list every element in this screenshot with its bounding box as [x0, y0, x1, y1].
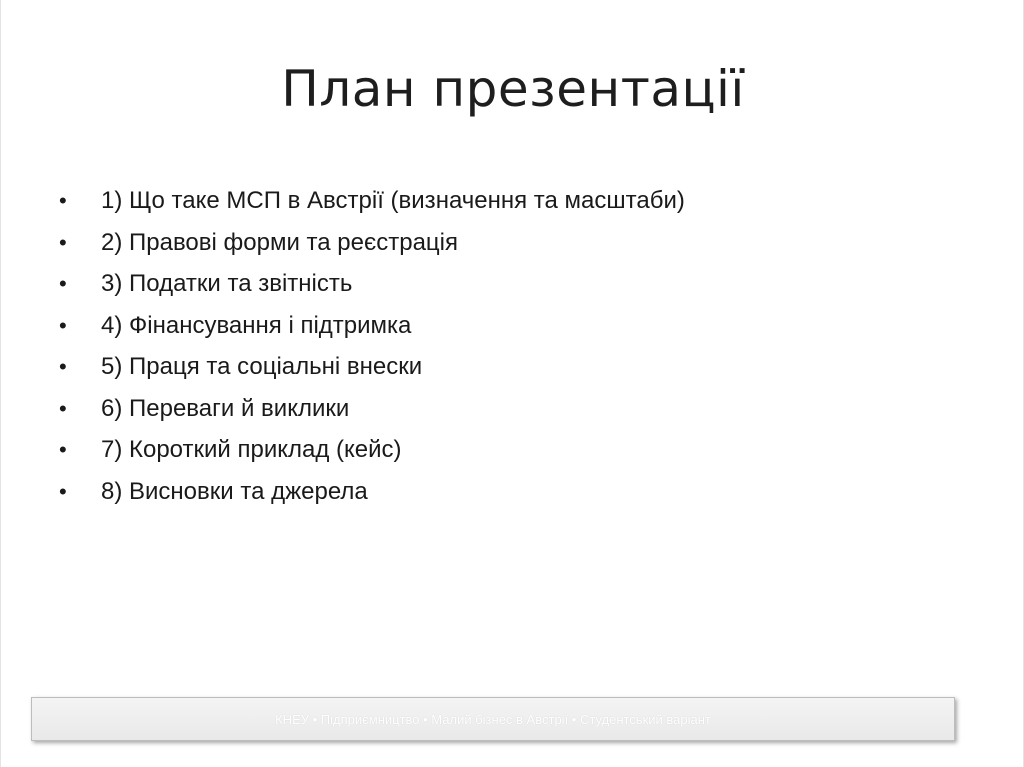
footer-text: КНЕУ • Підприємництво • Малий бізнес в Австрії • Студентський варіант	[275, 712, 711, 727]
list-item	[59, 265, 685, 307]
list-item-text: 2) Правові форми та реєстрація	[101, 228, 458, 256]
list-item-text: 8) Висновки та джерела	[101, 477, 368, 505]
list-item-text: 7) Короткий приклад (кейс)	[101, 436, 402, 463]
list-item-text: 1) Що таке МСП в Австрії (визначення та масштаби)	[101, 187, 685, 214]
slide-title: План презентації	[281, 60, 745, 118]
bullet-icon: •	[59, 312, 67, 338]
list-item-text: 3) Податки та звітність	[101, 270, 353, 297]
bullet-icon: •	[59, 437, 67, 462]
footer-bar	[31, 697, 955, 741]
list-item	[59, 390, 685, 432]
list-item-text: 5) Праця та соціальні внески	[101, 353, 423, 380]
list-item-text: 6) Переваги й виклики	[101, 394, 350, 422]
bullet-icon: •	[59, 271, 67, 296]
list-item	[59, 431, 685, 473]
bullet-icon: •	[59, 229, 67, 255]
list-item	[59, 224, 685, 266]
list-item-text: 4) Фінансування і підтримка	[101, 311, 412, 339]
agenda-list	[59, 182, 685, 514]
bullet-icon: •	[59, 478, 67, 504]
list-item	[59, 182, 685, 224]
bullet-icon: •	[59, 395, 67, 421]
list-item	[59, 348, 685, 390]
list-item	[59, 473, 685, 515]
bullet-icon: •	[59, 188, 67, 213]
list-item	[59, 307, 685, 349]
bullet-icon: •	[59, 354, 67, 379]
